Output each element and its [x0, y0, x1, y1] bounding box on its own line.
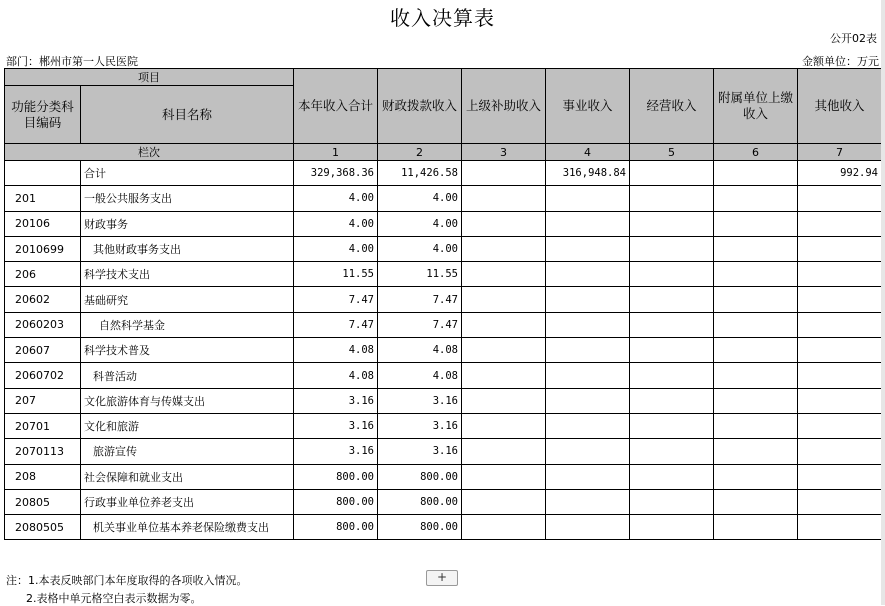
- table-cell-value: [798, 312, 882, 337]
- table-cell-value: [546, 413, 630, 438]
- table-cell-value: 3.16: [378, 413, 462, 438]
- table-cell-value: [630, 464, 714, 489]
- table-cell-name: 科学技术普及: [81, 338, 294, 363]
- table-cell-value: [714, 489, 798, 514]
- table-cell-value: [798, 338, 882, 363]
- table-cell-code: 20805: [5, 489, 81, 514]
- header-col-affiliated: 附属单位上缴收入: [714, 69, 798, 144]
- note-2: 2.表格中单元格空白表示数据为零。: [26, 592, 202, 605]
- table-cell-value: [630, 211, 714, 236]
- table-cell-name: 机关事业单位基本养老保险缴费支出: [81, 515, 294, 540]
- table-cell-name: 文化旅游体育与传媒支出: [81, 388, 294, 413]
- table-cell-code: 208: [5, 464, 81, 489]
- table-cell-value: 316,948.84: [546, 161, 630, 186]
- table-cell-value: 7.47: [378, 287, 462, 312]
- table-cell-name: 旅游宣传: [81, 439, 294, 464]
- table-cell-value: 11.55: [378, 262, 462, 287]
- note-1: 注：1.本表反映部门本年度取得的各项收入情况。: [6, 574, 248, 587]
- table-cell-value: [462, 161, 546, 186]
- table-cell-code: 207: [5, 388, 81, 413]
- table-row: [5, 363, 882, 388]
- table-cell-value: [546, 489, 630, 514]
- table-cell-value: 3.16: [378, 439, 462, 464]
- table-cell-value: [546, 515, 630, 540]
- table-cell-value: [798, 388, 882, 413]
- table-cell-value: 3.16: [294, 388, 378, 413]
- table-cell-value: [546, 262, 630, 287]
- table-cell-value: [714, 186, 798, 211]
- table-cell-name: 行政事业单位养老支出: [81, 489, 294, 514]
- table-cell-value: [462, 464, 546, 489]
- table-row: [5, 211, 882, 236]
- table-cell-value: [630, 489, 714, 514]
- table-cell-name: 社会保障和就业支出: [81, 464, 294, 489]
- table-cell-name: 科学技术支出: [81, 262, 294, 287]
- table-cell-value: [462, 515, 546, 540]
- table-cell-value: [714, 464, 798, 489]
- table-cell-value: [462, 312, 546, 337]
- table-cell-value: 4.00: [378, 236, 462, 261]
- table-cell-value: [546, 363, 630, 388]
- table-cell-value: 800.00: [294, 464, 378, 489]
- table-cell-value: [714, 388, 798, 413]
- table-cell-value: [714, 236, 798, 261]
- table-cell-name: 一般公共服务支出: [81, 186, 294, 211]
- table-cell-value: 4.00: [294, 236, 378, 261]
- table-cell-value: [630, 515, 714, 540]
- table-cell-value: 4.08: [294, 338, 378, 363]
- table-cell-value: [462, 236, 546, 261]
- table-cell-value: [630, 161, 714, 186]
- table-cell-value: [714, 413, 798, 438]
- header-subject-name: 科目名称: [81, 86, 294, 144]
- col-number: 3: [462, 144, 546, 161]
- form-number: 公开02表: [830, 32, 877, 45]
- table-cell-value: 800.00: [378, 515, 462, 540]
- table-cell-code: 2080505: [5, 515, 81, 540]
- table-cell-code: 2070113: [5, 439, 81, 464]
- table-cell-value: 7.47: [294, 287, 378, 312]
- table-cell-value: [546, 236, 630, 261]
- table-cell-value: 4.08: [378, 338, 462, 363]
- table-cell-value: 800.00: [294, 489, 378, 514]
- add-sheet-button[interactable]: +: [426, 570, 458, 586]
- table-cell-code: [5, 161, 81, 186]
- table-cell-value: 800.00: [378, 489, 462, 514]
- table-cell-value: [798, 464, 882, 489]
- table-cell-code: 20602: [5, 287, 81, 312]
- table-cell-value: [546, 388, 630, 413]
- table-row: [5, 413, 882, 438]
- table-cell-code: 2060203: [5, 312, 81, 337]
- table-cell-value: 4.00: [378, 186, 462, 211]
- table-row: [5, 489, 882, 514]
- table-cell-value: [798, 439, 882, 464]
- table-cell-value: [798, 186, 882, 211]
- table-cell-value: [798, 287, 882, 312]
- table-cell-name: 科普活动: [81, 363, 294, 388]
- table-cell-value: 3.16: [378, 388, 462, 413]
- table-row: [5, 388, 882, 413]
- table-cell-value: [546, 186, 630, 211]
- table-cell-value: [798, 262, 882, 287]
- table-cell-value: [798, 515, 882, 540]
- table-cell-value: 4.00: [294, 211, 378, 236]
- table-row: [5, 236, 882, 261]
- table-cell-value: [630, 413, 714, 438]
- table-row: [5, 312, 882, 337]
- vertical-scrollbar[interactable]: [881, 0, 885, 605]
- header-project: 项目: [5, 69, 294, 86]
- table-cell-value: 800.00: [378, 464, 462, 489]
- table-cell-value: [714, 338, 798, 363]
- income-table: [4, 68, 882, 540]
- table-cell-value: [462, 287, 546, 312]
- table-cell-value: 4.08: [378, 363, 462, 388]
- col-number: 6: [714, 144, 798, 161]
- table-cell-value: [546, 464, 630, 489]
- table-cell-value: [714, 363, 798, 388]
- table-cell-value: [798, 211, 882, 236]
- col-number: 7: [798, 144, 882, 161]
- header-col-business: 事业收入: [546, 69, 630, 144]
- table-cell-value: 11.55: [294, 262, 378, 287]
- table-cell-value: 992.94: [798, 161, 882, 186]
- table-cell-value: [714, 161, 798, 186]
- table-cell-value: [798, 236, 882, 261]
- table-cell-value: 4.00: [294, 186, 378, 211]
- table-cell-value: [714, 439, 798, 464]
- table-cell-value: [714, 287, 798, 312]
- table-cell-value: [714, 262, 798, 287]
- table-cell-name: 文化和旅游: [81, 413, 294, 438]
- table-cell-name: 财政事务: [81, 211, 294, 236]
- table-row: [5, 464, 882, 489]
- table-cell-value: [630, 312, 714, 337]
- header-col-fiscal: 财政拨款收入: [378, 69, 462, 144]
- col-number: 2: [378, 144, 462, 161]
- table-cell-value: [798, 413, 882, 438]
- table-row: [5, 186, 882, 211]
- table-cell-value: 800.00: [294, 515, 378, 540]
- table-cell-value: [462, 211, 546, 236]
- col-number: 1: [294, 144, 378, 161]
- table-cell-value: [462, 489, 546, 514]
- table-cell-code: 20701: [5, 413, 81, 438]
- table-cell-code: 2010699: [5, 236, 81, 261]
- table-cell-value: 3.16: [294, 413, 378, 438]
- table-cell-value: [630, 236, 714, 261]
- table-cell-value: [630, 388, 714, 413]
- table-cell-value: 7.47: [378, 312, 462, 337]
- table-row: [5, 439, 882, 464]
- table-cell-value: [798, 363, 882, 388]
- table-cell-value: [630, 338, 714, 363]
- header-row-label: 栏次: [5, 144, 294, 161]
- header-col-total: 本年收入合计: [294, 69, 378, 144]
- header-func-code: 功能分类科目编码: [5, 86, 81, 144]
- table-cell-name: 基础研究: [81, 287, 294, 312]
- header-col-other: 其他收入: [798, 69, 882, 144]
- table-cell-value: [714, 312, 798, 337]
- table-cell-name: 合计: [81, 161, 294, 186]
- table-cell-value: 7.47: [294, 312, 378, 337]
- table-cell-value: [630, 363, 714, 388]
- table-cell-code: 2060702: [5, 363, 81, 388]
- table-row: [5, 338, 882, 363]
- header-col-superior: 上级补助收入: [462, 69, 546, 144]
- col-number: 5: [630, 144, 714, 161]
- table-cell-value: [714, 211, 798, 236]
- table-cell-value: [462, 262, 546, 287]
- table-cell-value: [462, 363, 546, 388]
- department-label: 部门：郴州市第一人民医院: [6, 55, 138, 68]
- table-cell-value: [630, 262, 714, 287]
- table-cell-name: 自然科学基金: [81, 312, 294, 337]
- total-row: [5, 161, 882, 186]
- table-cell-value: 11,426.58: [378, 161, 462, 186]
- table-row: [5, 262, 882, 287]
- table-cell-value: [546, 211, 630, 236]
- table-cell-value: 4.08: [294, 363, 378, 388]
- table-cell-value: [546, 338, 630, 363]
- table-cell-code: 206: [5, 262, 81, 287]
- table-cell-value: 329,368.36: [294, 161, 378, 186]
- table-cell-value: [462, 439, 546, 464]
- table-cell-value: [546, 312, 630, 337]
- table-cell-value: [462, 388, 546, 413]
- table-cell-value: [630, 439, 714, 464]
- table-row: [5, 515, 882, 540]
- header-col-operation: 经营收入: [630, 69, 714, 144]
- table-cell-value: [546, 287, 630, 312]
- table-cell-value: [462, 338, 546, 363]
- page-title: 收入决算表: [390, 6, 495, 30]
- unit-label: 金额单位：万元: [802, 55, 879, 68]
- table-cell-name: 其他财政事务支出: [81, 236, 294, 261]
- table-cell-value: [546, 439, 630, 464]
- table-cell-value: [630, 287, 714, 312]
- table-cell-code: 20607: [5, 338, 81, 363]
- table-cell-code: 201: [5, 186, 81, 211]
- table-cell-value: 3.16: [294, 439, 378, 464]
- table-cell-value: [630, 186, 714, 211]
- table-cell-value: [462, 413, 546, 438]
- col-number: 4: [546, 144, 630, 161]
- table-cell-value: [798, 489, 882, 514]
- table-cell-code: 20106: [5, 211, 81, 236]
- table-cell-value: [714, 515, 798, 540]
- table-cell-value: [462, 186, 546, 211]
- table-row: [5, 287, 882, 312]
- table-cell-value: 4.00: [378, 211, 462, 236]
